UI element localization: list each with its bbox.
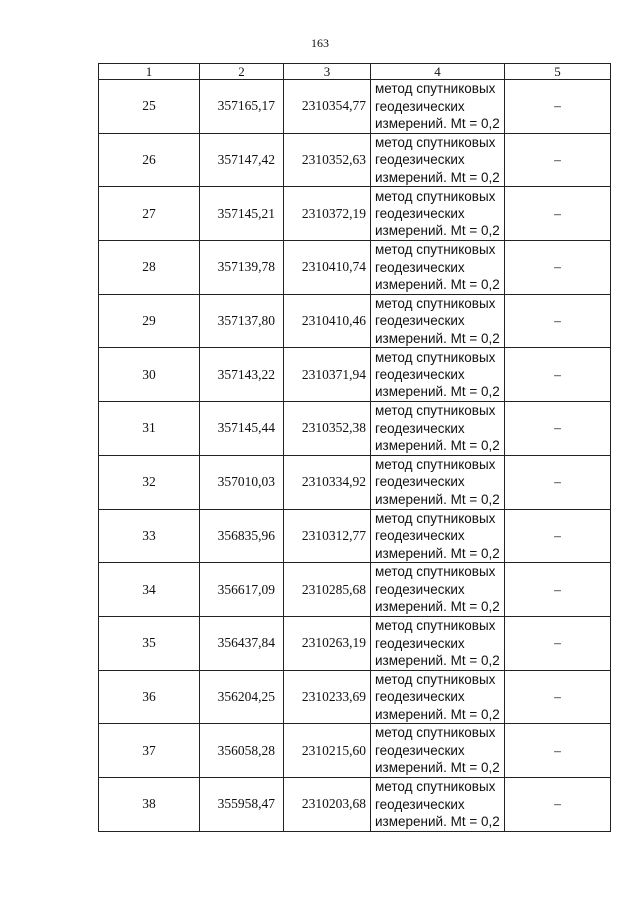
table-row (99, 294, 611, 348)
x-coordinate-cell: 357010,03 (200, 455, 284, 509)
method-cell (371, 80, 505, 134)
method-line: метод спутниковых (375, 134, 496, 150)
x-coordinate-cell: 356835,96 (200, 509, 284, 563)
column-header-4: 4 (371, 64, 505, 80)
method-line: измерений. Mt = 0,2 (375, 491, 500, 507)
point-number-cell: 30 (99, 348, 200, 402)
point-number-cell: 25 (99, 80, 200, 134)
description-cell: – (505, 455, 611, 509)
point-number-cell: 37 (99, 724, 200, 778)
description-cell: – (505, 777, 611, 831)
x-coordinate-cell: 355958,47 (200, 777, 284, 831)
method-line: геодезических (375, 742, 465, 758)
method-line: геодезических (375, 689, 465, 705)
y-coordinate-cell: 2310410,74 (284, 241, 371, 295)
description-cell: – (505, 563, 611, 617)
method-cell (371, 402, 505, 456)
method-cell (371, 777, 505, 831)
method-line: измерений. Mt = 0,2 (375, 277, 500, 293)
method-line: метод спутниковых (375, 457, 496, 473)
table-row (99, 187, 611, 241)
description-cell: – (505, 616, 611, 670)
y-coordinate-cell: 2310233,69 (284, 670, 371, 724)
table-row (99, 509, 611, 563)
method-cell (371, 294, 505, 348)
method-line: измерений. Mt = 0,2 (375, 545, 500, 561)
method-line: геодезических (375, 259, 465, 275)
method-line: метод спутниковых (375, 188, 496, 204)
description-cell: – (505, 241, 611, 295)
table-row (99, 402, 611, 456)
y-coordinate-cell: 2310215,60 (284, 724, 371, 778)
page-number: 163 (311, 36, 329, 50)
x-coordinate-cell: 357145,21 (200, 187, 284, 241)
method-cell (371, 241, 505, 295)
column-header-2: 2 (200, 64, 284, 80)
method-cell (371, 455, 505, 509)
description-cell: – (505, 670, 611, 724)
table-row (99, 670, 611, 724)
method-line: геодезических (375, 528, 465, 544)
point-number-cell: 33 (99, 509, 200, 563)
description-cell: – (505, 133, 611, 187)
x-coordinate-cell: 356058,28 (200, 724, 284, 778)
coordinates-table (98, 63, 611, 832)
method-line: метод спутниковых (375, 295, 496, 311)
method-line: метод спутниковых (375, 403, 496, 419)
x-coordinate-cell: 356437,84 (200, 616, 284, 670)
x-coordinate-cell: 357143,22 (200, 348, 284, 402)
table-header-row (99, 64, 611, 80)
method-line: измерений. Mt = 0,2 (375, 652, 500, 668)
method-line: геодезических (375, 313, 465, 329)
method-line: измерений. Mt = 0,2 (375, 169, 500, 185)
method-line: геодезических (375, 474, 465, 490)
method-line: геодезических (375, 152, 465, 168)
point-number-cell: 38 (99, 777, 200, 831)
table-row (99, 724, 611, 778)
column-header-5: 5 (505, 64, 611, 80)
x-coordinate-cell: 356204,25 (200, 670, 284, 724)
table-row (99, 133, 611, 187)
y-coordinate-cell: 2310352,38 (284, 402, 371, 456)
table-row (99, 563, 611, 617)
method-line: измерений. Mt = 0,2 (375, 706, 500, 722)
table-row (99, 455, 611, 509)
method-line: геодезических (375, 206, 465, 222)
y-coordinate-cell: 2310334,92 (284, 455, 371, 509)
method-cell (371, 187, 505, 241)
y-coordinate-cell: 2310203,68 (284, 777, 371, 831)
x-coordinate-cell: 357165,17 (200, 80, 284, 134)
method-line: геодезических (375, 98, 465, 114)
method-line: измерений. Mt = 0,2 (375, 384, 500, 400)
point-number-cell: 31 (99, 402, 200, 456)
x-coordinate-cell: 356617,09 (200, 563, 284, 617)
x-coordinate-cell: 357147,42 (200, 133, 284, 187)
y-coordinate-cell: 2310410,46 (284, 294, 371, 348)
method-line: метод спутниковых (375, 510, 496, 526)
method-line: метод спутниковых (375, 725, 496, 741)
method-line: измерений. Mt = 0,2 (375, 438, 500, 454)
method-line: измерений. Mt = 0,2 (375, 813, 500, 829)
method-line: измерений. Mt = 0,2 (375, 223, 500, 239)
description-cell: – (505, 402, 611, 456)
method-line: геодезических (375, 420, 465, 436)
method-line: геодезических (375, 796, 465, 812)
method-line: метод спутниковых (375, 349, 496, 365)
method-line: геодезических (375, 635, 465, 651)
table-row (99, 777, 611, 831)
method-cell (371, 509, 505, 563)
method-line: измерений. Mt = 0,2 (375, 760, 500, 776)
method-line: метод спутниковых (375, 242, 496, 258)
table-row (99, 80, 611, 134)
method-cell (371, 616, 505, 670)
column-header-3: 3 (284, 64, 371, 80)
y-coordinate-cell: 2310372,19 (284, 187, 371, 241)
point-number-cell: 35 (99, 616, 200, 670)
table-row (99, 241, 611, 295)
method-line: метод спутниковых (375, 779, 496, 795)
table-row (99, 348, 611, 402)
column-header-1: 1 (99, 64, 200, 80)
y-coordinate-cell: 2310263,19 (284, 616, 371, 670)
description-cell: – (505, 348, 611, 402)
method-line: измерений. Mt = 0,2 (375, 599, 500, 615)
description-cell: – (505, 509, 611, 563)
y-coordinate-cell: 2310312,77 (284, 509, 371, 563)
point-number-cell: 32 (99, 455, 200, 509)
method-line: геодезических (375, 581, 465, 597)
point-number-cell: 36 (99, 670, 200, 724)
method-cell (371, 724, 505, 778)
method-line: измерений. Mt = 0,2 (375, 330, 500, 346)
y-coordinate-cell: 2310352,63 (284, 133, 371, 187)
x-coordinate-cell: 357137,80 (200, 294, 284, 348)
point-number-cell: 26 (99, 133, 200, 187)
point-number-cell: 34 (99, 563, 200, 617)
description-cell: – (505, 724, 611, 778)
point-number-cell: 28 (99, 241, 200, 295)
method-line: метод спутниковых (375, 618, 496, 634)
x-coordinate-cell: 357145,44 (200, 402, 284, 456)
y-coordinate-cell: 2310371,94 (284, 348, 371, 402)
point-number-cell: 29 (99, 294, 200, 348)
method-cell (371, 348, 505, 402)
method-line: метод спутниковых (375, 564, 496, 580)
point-number-cell: 27 (99, 187, 200, 241)
method-cell (371, 133, 505, 187)
description-cell: – (505, 294, 611, 348)
method-line: измерений. Mt = 0,2 (375, 116, 500, 132)
method-line: метод спутниковых (375, 671, 496, 687)
method-line: геодезических (375, 367, 465, 383)
method-cell (371, 670, 505, 724)
y-coordinate-cell: 2310354,77 (284, 80, 371, 134)
y-coordinate-cell: 2310285,68 (284, 563, 371, 617)
method-cell (371, 563, 505, 617)
table-row (99, 616, 611, 670)
x-coordinate-cell: 357139,78 (200, 241, 284, 295)
description-cell: – (505, 187, 611, 241)
description-cell: – (505, 80, 611, 134)
method-line: метод спутниковых (375, 81, 496, 97)
